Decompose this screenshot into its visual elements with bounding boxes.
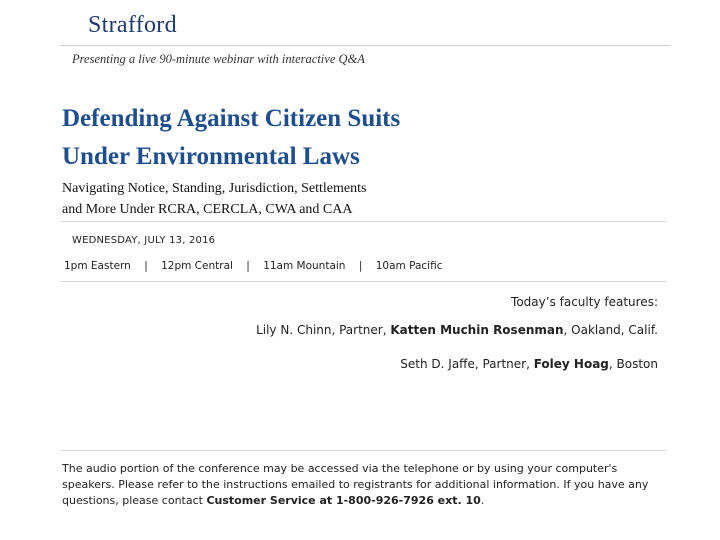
speaker-2-location: , Boston [608, 357, 658, 371]
webinar-times [64, 260, 442, 272]
time-separator: | [358, 260, 363, 272]
title-line-2: Under Environmental Laws [62, 143, 360, 170]
webinar-date: WEDNESDAY, JULY 13, 2016 [72, 235, 216, 246]
time-separator: | [144, 260, 148, 272]
speaker-2 [400, 357, 658, 371]
audio-instructions-text: The audio portion of the conference may be accessed via the telephone or by using your computer's speakers. Please refer to the instructions emailed to registrants for additional information. If you have any questions, please contact [62, 462, 649, 507]
divider-above-date [60, 221, 666, 222]
customer-service-contact: Customer Service at 1-800-926-7926 ext. 10 [206, 494, 481, 507]
webinar-subtitle [62, 178, 366, 220]
time-mountain: 11am Mountain [263, 260, 346, 272]
header-divider [60, 45, 670, 46]
time-pacific: 10am Pacific [375, 260, 443, 272]
audio-instructions [62, 461, 662, 509]
speaker-1-firm: Katten Muchin Rosenman [390, 323, 564, 337]
title-line-1: Defending Against Citizen Suits [62, 105, 401, 132]
speaker-1 [256, 323, 658, 337]
speaker-2-name: Seth D. Jaffe, Partner, [400, 357, 534, 371]
speaker-1-name: Lily N. Chinn, Partner, [256, 323, 391, 337]
speaker-1-location: , Oakland, Calif. [563, 323, 658, 337]
webinar-tagline: Presenting a live 90-minute webinar with interactive Q&A [72, 52, 365, 66]
speaker-2-firm: Foley Hoag [533, 357, 609, 371]
subtitle-line-2: and More Under RCRA, CERCLA, CWA and CAA [62, 202, 353, 217]
subtitle-line-1: Navigating Notice, Standing, Jurisdiction, Settlements [62, 181, 367, 196]
time-eastern: 1pm Eastern [64, 260, 131, 272]
divider-above-footer [60, 450, 666, 451]
divider-above-faculty [60, 281, 666, 282]
strafford-logo: Strafford [88, 12, 177, 38]
time-separator: | [246, 260, 250, 272]
faculty-heading: Today’s faculty features: [511, 295, 658, 309]
webinar-title [62, 100, 400, 176]
footer-period: . [480, 494, 485, 507]
time-central: 12pm Central [161, 260, 233, 272]
